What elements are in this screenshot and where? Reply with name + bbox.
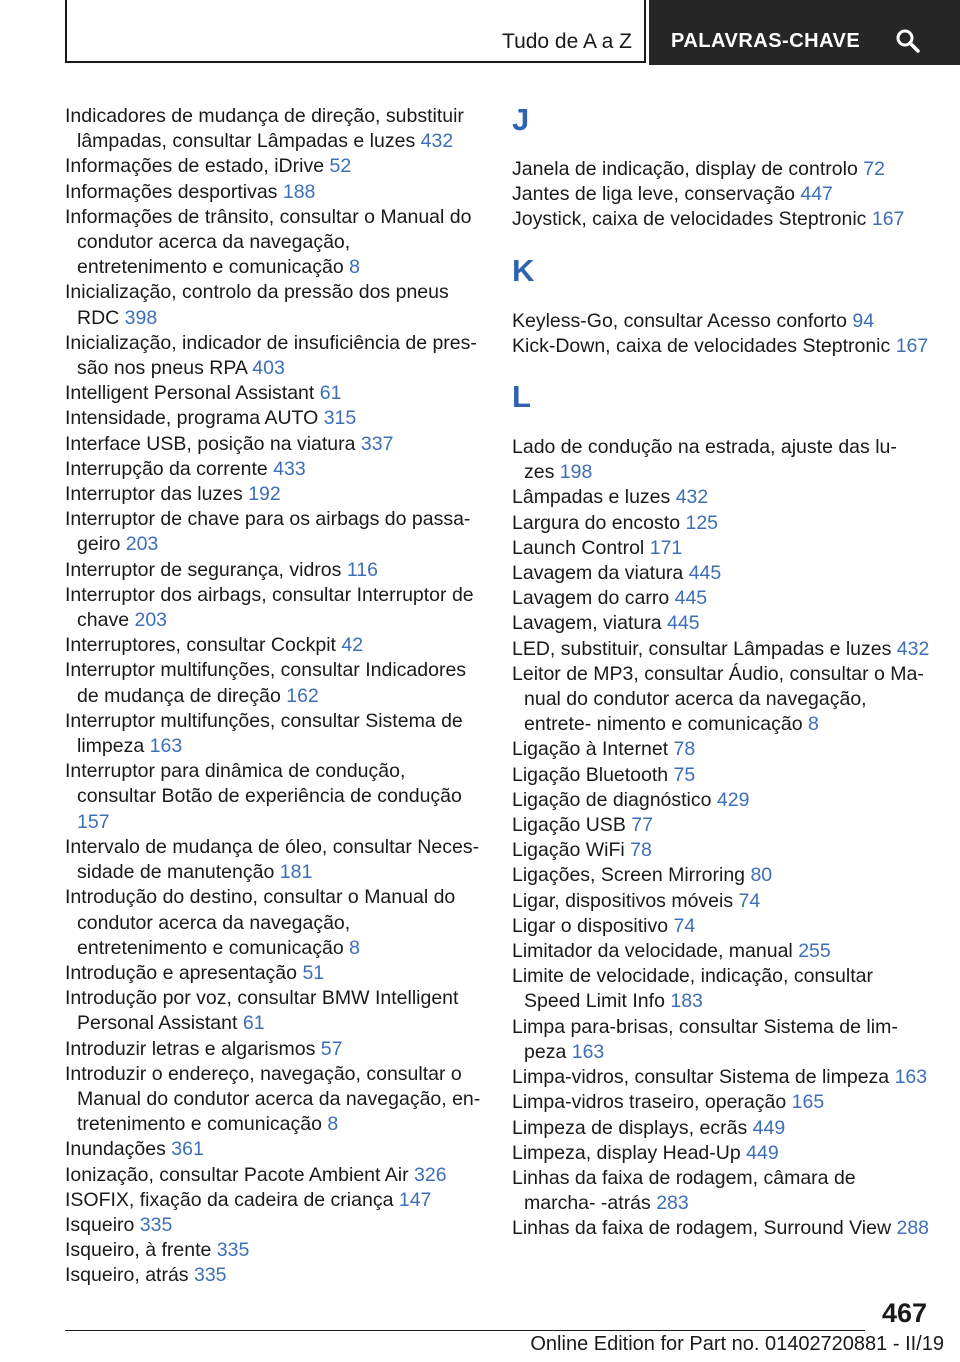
index-entry-text: Lavagem da viatura xyxy=(512,562,684,585)
index-entry-text: Lavagem, viatura xyxy=(512,612,662,635)
index-entry xyxy=(512,1065,932,1090)
index-entry-text: Ionização, consultar Pacote Ambient Air xyxy=(65,1163,409,1186)
index-entry-text: Intervalo de mudança de óleo, consultar Neces- sidade de manutenção xyxy=(65,835,480,884)
index-entry-text: Interruptor das luzes xyxy=(65,483,243,506)
search-icon[interactable] xyxy=(895,28,921,54)
index-entry-page-link[interactable]: 429 xyxy=(716,788,750,811)
index-entry xyxy=(512,1166,932,1216)
index-entry-page-link[interactable]: 445 xyxy=(674,587,708,610)
index-entry-text: Linhas da faixa de rodagem, câmara de marcha- -atrás xyxy=(512,1166,856,1215)
index-entry-text: Interrupção da corrente xyxy=(65,457,268,480)
index-entry-page-link[interactable]: 192 xyxy=(248,483,281,506)
index-entry-page-link[interactable]: 447 xyxy=(800,183,833,206)
index-entry-text: Interruptor de chave para os airbags do passa- geiro xyxy=(65,508,471,556)
index-entry-page-link[interactable]: 78 xyxy=(673,738,696,761)
index-entry-text: Introdução do destino, consultar o Manual do condutor acerca da navegação, entretenimento e comunicação xyxy=(65,886,456,959)
index-entry-text: Intelligent Personal Assistant xyxy=(65,382,315,405)
index-entry-page-link[interactable]: 74 xyxy=(673,914,696,937)
tab-tudo-de-a-a-z[interactable] xyxy=(65,0,646,63)
index-entry-page-link[interactable]: 203 xyxy=(134,609,168,632)
index-entry-text: Introduzir letras e algarismos xyxy=(65,1037,316,1060)
index-entry-text: Lado de condução na estrada, ajuste das lu- zes xyxy=(512,436,897,484)
index-entry-page-link[interactable]: 51 xyxy=(302,961,325,984)
index-entry-page-link[interactable]: 167 xyxy=(895,334,929,357)
index-entry-text: Limpeza de displays, ecrãs xyxy=(512,1116,748,1139)
section-k-entries xyxy=(512,309,932,359)
index-entry-text: Interface USB, posição na viatura xyxy=(65,432,356,455)
index-entry-page-link[interactable]: 77 xyxy=(631,814,653,837)
index-entry-page-link[interactable]: 75 xyxy=(673,763,696,786)
index-entry-page-link[interactable]: 283 xyxy=(656,1192,689,1215)
index-entry xyxy=(512,964,932,1014)
index-entry-page-link[interactable]: 326 xyxy=(414,1163,447,1186)
index-entry-page-link[interactable]: 433 xyxy=(273,457,306,480)
index-entry xyxy=(65,381,485,406)
index-entry xyxy=(65,457,485,482)
index-entry xyxy=(512,1090,932,1115)
footer-divider xyxy=(65,1330,865,1331)
index-entry-page-link[interactable]: 8 xyxy=(327,1113,339,1136)
index-entry-text: Ligação Bluetooth xyxy=(512,763,669,786)
index-entry-page-link[interactable]: 52 xyxy=(329,155,352,178)
index-entry xyxy=(65,986,485,1036)
index-entry xyxy=(512,838,932,863)
index-entry xyxy=(512,1141,932,1166)
index-entry xyxy=(512,511,932,536)
index-entry-page-link[interactable]: 335 xyxy=(216,1239,250,1262)
index-entry xyxy=(512,435,932,485)
index-entry-text: ISOFIX, fixação da cadeira de criança xyxy=(65,1188,394,1211)
index-entry xyxy=(65,406,485,431)
index-entry-text: Inicialização, controlo da pressão dos pneus RDC xyxy=(65,281,449,329)
index-entry-page-link[interactable]: 335 xyxy=(193,1264,227,1287)
index-entry xyxy=(65,885,485,961)
index-entry-page-link[interactable]: 8 xyxy=(349,256,360,279)
section-letter-l: L xyxy=(512,379,531,415)
index-entry xyxy=(65,633,485,658)
index-entry-text: Limpa-vidros traseiro, operação xyxy=(512,1091,787,1114)
index-entry xyxy=(512,536,932,561)
index-entry-page-link[interactable]: 163 xyxy=(149,735,183,758)
index-entry xyxy=(65,104,485,154)
index-entry-text: Ligação à Internet xyxy=(512,738,669,761)
header-bar xyxy=(65,0,960,65)
index-entry-page-link[interactable]: 335 xyxy=(139,1213,173,1236)
index-entry xyxy=(512,1116,932,1141)
index-entry-page-link[interactable]: 445 xyxy=(667,612,700,635)
index-entry-text: Jantes de liga leve, conservação xyxy=(512,183,795,206)
index-entry-page-link[interactable]: 116 xyxy=(346,558,378,581)
index-entry xyxy=(512,889,932,914)
index-entry-text: Informações desportivas xyxy=(65,180,278,203)
index-entry xyxy=(512,1216,932,1241)
index-entry xyxy=(512,637,932,662)
index-entry-page-link[interactable]: 445 xyxy=(688,562,722,585)
index-entry-page-link[interactable]: 61 xyxy=(242,1012,265,1035)
index-entry xyxy=(65,154,485,179)
index-entry-page-link[interactable]: 288 xyxy=(896,1217,930,1240)
index-entry xyxy=(65,1163,485,1188)
index-entry-text: Limpa para-brisas, consultar Sistema de lim- peza xyxy=(512,1015,898,1063)
index-entry-page-link[interactable]: 398 xyxy=(124,306,158,329)
index-entry-text: Introdução e apresentação xyxy=(65,961,298,984)
index-entry xyxy=(512,863,932,888)
index-entry-page-link[interactable]: 72 xyxy=(863,158,885,180)
section-letter-k: K xyxy=(512,252,535,288)
index-entry-text: Ligação de diagnóstico xyxy=(512,788,712,811)
index-entry-page-link[interactable]: 198 xyxy=(559,461,593,484)
index-entry-text: Largura do encosto xyxy=(512,511,681,534)
index-entry-page-link[interactable]: 432 xyxy=(896,637,930,660)
index-entry-text: Informações de estado, iDrive xyxy=(65,155,325,178)
index-entry-page-link[interactable]: 162 xyxy=(286,684,319,707)
index-entry-page-link[interactable]: 163 xyxy=(571,1040,605,1063)
index-entry xyxy=(65,709,485,759)
index-entry-page-link[interactable]: 125 xyxy=(685,511,719,534)
index-entry-page-link[interactable]: 337 xyxy=(360,432,394,455)
index-entry-text: Informações de trânsito, consultar o Manual do condutor acerca da navegação, entretenimento e comunicação xyxy=(65,205,472,279)
index-entry xyxy=(512,1015,932,1065)
section-letter-j: J xyxy=(512,102,530,137)
index-entry-text: Inicialização, indicador de insuficiência de pres- são nos pneus RPA xyxy=(65,331,477,380)
index-entry-text: Lavagem do carro xyxy=(512,587,670,610)
index-entry-text: Leitor de MP3, consultar Áudio, consultar o Ma- nual do condutor acerca da navegação, entrete- nimento e comunicação xyxy=(512,662,924,736)
index-entry-text: Kick-Down, caixa de velocidades Steptronic xyxy=(512,334,891,357)
index-entry xyxy=(65,1037,485,1062)
index-entry-page-link[interactable]: 74 xyxy=(738,889,761,912)
index-entry-page-link[interactable]: 94 xyxy=(852,309,875,332)
index-entry xyxy=(65,1137,485,1162)
index-entry xyxy=(65,1188,485,1213)
index-entry-text: Limpa-vidros, consultar Sistema de limpeza xyxy=(512,1066,890,1089)
index-entry-text: Janela de indicação, display de controlo xyxy=(512,158,858,180)
index-entry-page-link[interactable]: 61 xyxy=(319,382,342,405)
index-entry xyxy=(65,583,485,633)
index-entry-text: Interruptor multifunções, consultar Indicadores de mudança de direção xyxy=(65,659,467,707)
index-entry xyxy=(65,759,485,835)
index-entry-text: Isqueiro, à frente xyxy=(65,1239,212,1262)
index-entry-page-link[interactable]: 203 xyxy=(125,533,159,556)
index-entry xyxy=(65,482,485,507)
index-entry xyxy=(512,813,932,838)
index-entry-text: Limitador da velocidade, manual xyxy=(512,940,793,963)
index-entry-page-link[interactable]: 181 xyxy=(279,861,313,884)
index-entry-text: Interruptor multifunções, consultar Sistema de limpeza xyxy=(65,709,463,758)
index-entry-text: Ligar, dispositivos móveis xyxy=(512,889,734,912)
tab-palavras-label: PALAVRAS-CHAVE xyxy=(671,30,861,52)
index-entry-page-link[interactable]: 183 xyxy=(670,990,703,1013)
index-entry-text: Joystick, caixa de velocidades Steptronic xyxy=(512,208,867,231)
index-entry-page-link[interactable]: 432 xyxy=(675,486,709,509)
index-entry xyxy=(65,205,485,281)
index-entry-page-link[interactable]: 361 xyxy=(171,1138,204,1161)
index-entry-page-link[interactable]: 8 xyxy=(808,713,819,736)
index-entry xyxy=(512,662,932,738)
index-entry xyxy=(512,763,932,788)
index-entry-text: Ligação USB xyxy=(512,814,626,837)
index-entry xyxy=(512,737,932,762)
index-entry-text: Limpeza, display Head-Up xyxy=(512,1141,741,1164)
index-entry xyxy=(512,182,932,207)
index-entry xyxy=(65,507,485,557)
index-entry-text: Interruptores, consultar Cockpit xyxy=(65,634,336,657)
index-entry xyxy=(512,309,932,334)
index-entry-text: Inundações xyxy=(65,1138,166,1161)
index-entry-text: LED, substituir, consultar Lâmpadas e luzes xyxy=(512,637,892,660)
index-entry-text: Introduzir o endereço, navegação, consultar o Manual do condutor acerca da navegação, en- tretenimento e comunicação xyxy=(65,1062,481,1136)
index-entry xyxy=(65,835,485,885)
index-entry-page-link[interactable]: 57 xyxy=(320,1037,343,1060)
page-number: 467 xyxy=(881,1298,927,1328)
index-entry-page-link[interactable]: 188 xyxy=(282,180,316,203)
index-entry xyxy=(65,1062,485,1138)
index-entry-page-link[interactable]: 80 xyxy=(750,864,773,887)
index-entry-text: Limite de velocidade, indicação, consultar Speed Limit Info xyxy=(512,965,873,1013)
index-entry-page-link[interactable]: 449 xyxy=(746,1141,779,1164)
index-entry-page-link[interactable]: 255 xyxy=(798,940,831,963)
index-entry-text: Isqueiro, atrás xyxy=(65,1264,189,1287)
index-entry xyxy=(65,1238,485,1263)
index-entry xyxy=(65,432,485,457)
index-entry-text: Keyless-Go, consultar Acesso conforto xyxy=(512,309,847,332)
index-entry xyxy=(65,180,485,205)
index-entry-text: Indicadores de mudança de direção, substituir lâmpadas, consultar Lâmpadas e luzes xyxy=(65,105,464,153)
index-entry xyxy=(512,939,932,964)
index-entry xyxy=(65,280,485,330)
index-entry xyxy=(512,334,932,359)
index-entry-page-link[interactable]: 171 xyxy=(649,536,683,559)
index-entry-text: Interruptor de segurança, vidros xyxy=(65,558,342,581)
index-entry-text: Ligações, Screen Mirroring xyxy=(512,864,746,887)
section-l-entries xyxy=(512,435,932,1242)
index-entry-text: Introdução por voz, consultar BMW Intelligent Personal Assistant xyxy=(65,987,459,1035)
index-entry-page-link[interactable]: 147 xyxy=(398,1188,432,1211)
index-entry-text: Ligar o dispositivo xyxy=(512,914,669,937)
index-entry xyxy=(512,611,932,636)
index-entry xyxy=(65,961,485,986)
section-j-entries xyxy=(512,157,932,233)
index-entry xyxy=(512,157,932,182)
index-entry-page-link[interactable]: 432 xyxy=(420,130,454,153)
index-entry-page-link[interactable]: 449 xyxy=(752,1116,786,1139)
index-entry-page-link[interactable]: 42 xyxy=(341,634,364,657)
index-entry-page-link[interactable]: 165 xyxy=(791,1091,825,1114)
index-entry-page-link[interactable]: 403 xyxy=(252,357,285,380)
index-entry xyxy=(512,207,932,232)
index-column-left xyxy=(65,104,485,1289)
index-entry xyxy=(65,658,485,708)
index-entry xyxy=(512,914,932,939)
index-entry-text: Intensidade, programa AUTO xyxy=(65,407,319,430)
index-entry xyxy=(65,558,485,583)
index-entry xyxy=(512,561,932,586)
index-entry xyxy=(65,331,485,381)
index-entry-text: Interruptor para dinâmica de condução, consultar Botão de experiência de condução xyxy=(65,760,462,808)
footer-edition-text: Online Edition for Part no. 01402720881 - II/19 xyxy=(530,1333,944,1355)
index-entry xyxy=(65,1213,485,1238)
index-entry-text: Ligação WiFi xyxy=(512,839,625,862)
index-entry-text: Interruptor dos airbags, consultar Interruptor de chave xyxy=(65,583,474,632)
index-entry-page-link[interactable]: 315 xyxy=(323,407,357,430)
index-entry-text: Lâmpadas e luzes xyxy=(512,486,671,509)
index-entry-page-link[interactable]: 8 xyxy=(349,936,360,959)
index-entry xyxy=(512,788,932,813)
index-entry-page-link[interactable]: 78 xyxy=(630,839,652,862)
index-entry-text: Isqueiro xyxy=(65,1213,135,1236)
index-entry-page-link[interactable]: 163 xyxy=(894,1066,928,1089)
index-entry xyxy=(65,1263,485,1288)
index-entry-text: Linhas da faixa de rodagem, Surround View xyxy=(512,1217,892,1240)
index-entry-page-link[interactable]: 157 xyxy=(77,810,110,833)
index-entry-page-link[interactable]: 167 xyxy=(871,208,905,231)
tab-tudo-label: Tudo de A a Z xyxy=(502,30,632,53)
index-column-right xyxy=(512,104,932,1242)
index-entry-text: Launch Control xyxy=(512,536,645,559)
index-entry xyxy=(512,485,932,510)
tab-palavras-chave[interactable] xyxy=(649,0,960,65)
index-entry xyxy=(512,586,932,611)
